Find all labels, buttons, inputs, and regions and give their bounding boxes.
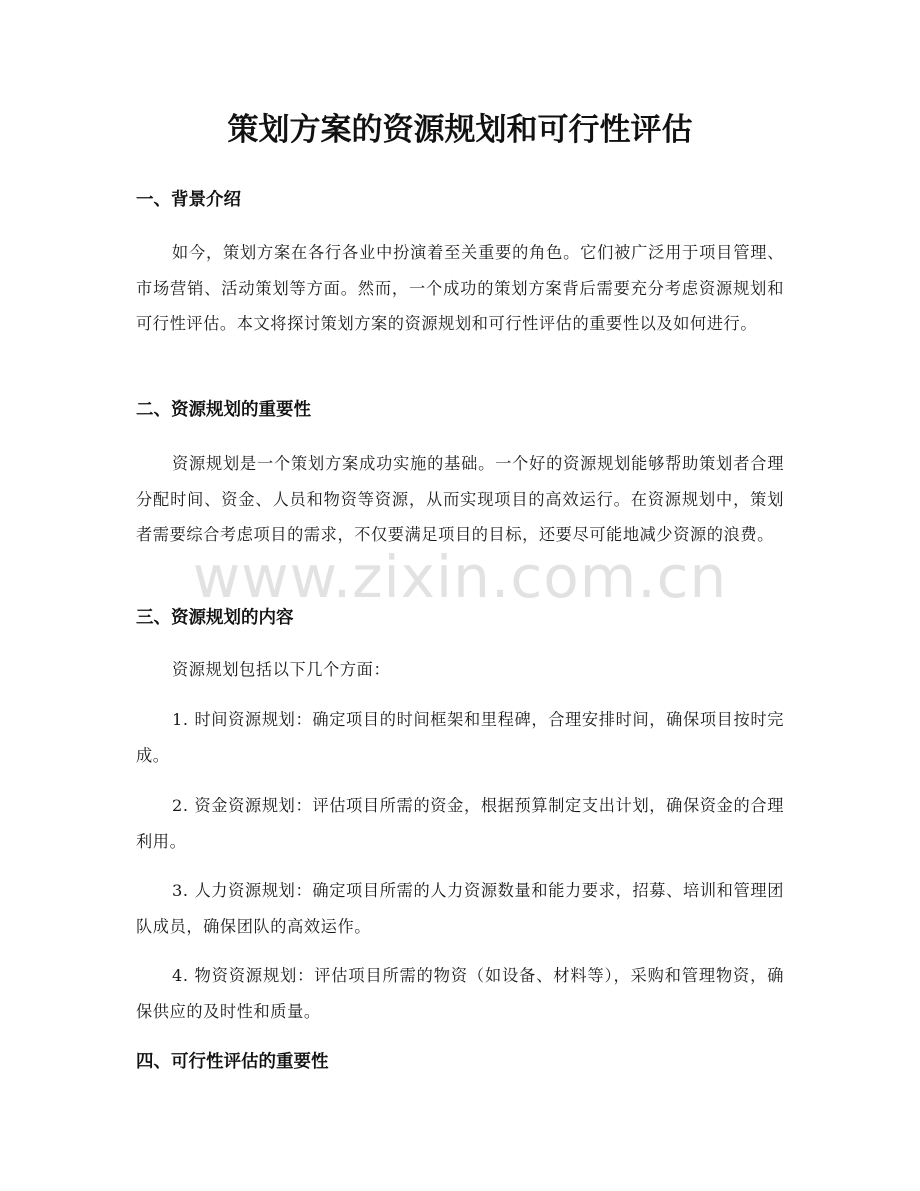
list-item-human-resource: 3. 人力资源规划：确定项目所需的人力资源数量和能力要求，招募、培训和管理团队成员，确保团队的高效运作。 (136, 881, 784, 936)
document-title: 策划方案的资源规划和可行性评估 (227, 112, 693, 148)
section-heading-background: 一、背景介绍 (136, 190, 241, 210)
list-item-fund-resource: 2. 资金资源规划：评估项目所需的资金，根据预算制定支出计划，确保资金的合理利用。 (136, 796, 784, 851)
section-heading-resource-content: 三、资源规划的内容 (136, 608, 294, 628)
paragraph-resource-importance: 资源规划是一个策划方案成功实施的基础。一个好的资源规划能够帮助策划者合理分配时间、资金、人员和物资等资源，从而实现项目的高效运行。在资源规划中，策划者需要综合考虑项目的需求，不仅要满足项目的目标，还要尽可能地减少资源的浪费。 (136, 454, 784, 544)
list-item-time-resource: 1. 时间资源规划：确定项目的时间框架和里程碑，合理安排时间，确保项目按时完成。 (136, 710, 784, 765)
section-heading-feasibility-importance: 四、可行性评估的重要性 (136, 1052, 329, 1072)
paragraph-resource-intro: 资源规划包括以下几个方面： (172, 660, 391, 679)
list-item-material-resource: 4. 物资资源规划：评估项目所需的物资（如设备、材料等），采购和管理物资，确保供应的及时性和质量。 (136, 966, 784, 1021)
paragraph-background: 如今，策划方案在各行各业中扮演着至关重要的角色。它们被广泛用于项目管理、市场营销、活动策划等方面。然而，一个成功的策划方案背后需要充分考虑资源规划和可行性评估。本文将探讨策划方案的资源规划和可行性评估的重要性以及如何进行。 (136, 243, 784, 333)
watermark: www.zixin.com.cn (192, 543, 728, 611)
section-heading-resource-importance: 二、资源规划的重要性 (136, 400, 311, 420)
